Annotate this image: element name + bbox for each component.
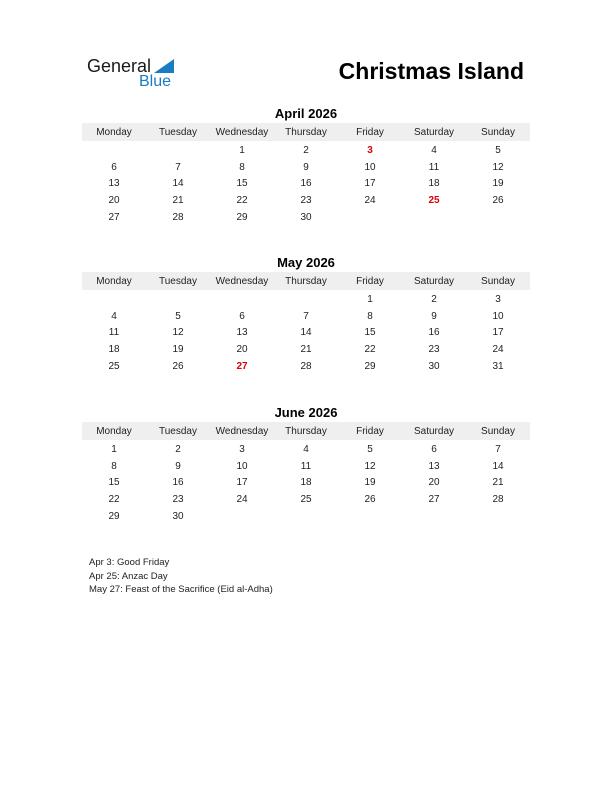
holiday-note: May 27: Feast of the Sacrifice (Eid al-Adha) <box>89 584 273 595</box>
date-cell: 18 <box>300 477 312 489</box>
date-cell: 25 <box>108 360 120 372</box>
date-cell: 11 <box>300 460 312 472</box>
week-row <box>82 491 530 508</box>
date-cell: 14 <box>492 460 504 472</box>
date-cell: 17 <box>492 327 504 339</box>
date-cell: 6 <box>111 161 117 173</box>
date-cell: 27 <box>428 493 440 505</box>
month-calendar <box>82 106 530 225</box>
date-cell: 10 <box>364 161 376 173</box>
weekday-label: Sunday <box>481 126 515 138</box>
date-cell: 29 <box>364 360 376 372</box>
date-cell: 13 <box>108 178 120 190</box>
date-cell: 5 <box>175 310 181 322</box>
generalblue-logo <box>87 56 182 92</box>
date-cell: 21 <box>300 343 312 355</box>
weekday-label: Monday <box>96 275 132 287</box>
date-cell: 22 <box>364 343 376 355</box>
date-cell: 4 <box>431 144 437 156</box>
date-cell: 11 <box>108 327 120 339</box>
week-row <box>82 175 530 192</box>
date-cell: 24 <box>492 343 504 355</box>
week-row <box>82 308 530 325</box>
date-cell: 14 <box>172 178 184 190</box>
date-cell: 8 <box>367 310 373 322</box>
week-row <box>82 508 530 525</box>
weekday-label: Friday <box>356 275 384 287</box>
date-cell: 23 <box>300 194 312 206</box>
weekday-label: Thursday <box>285 275 327 287</box>
weekday-label: Friday <box>356 126 384 138</box>
holiday-note: Apr 25: Anzac Day <box>89 570 168 582</box>
date-cell: 29 <box>236 211 248 223</box>
date-cell: 3 <box>495 293 501 305</box>
logo-triangle-icon <box>154 59 174 73</box>
date-cell: 15 <box>364 327 376 339</box>
date-cell: 15 <box>236 178 248 190</box>
week-row <box>82 458 530 475</box>
weekday-label: Tuesday <box>159 275 197 287</box>
week-row <box>82 291 530 308</box>
month-calendar <box>82 405 530 524</box>
date-cell: 7 <box>303 310 309 322</box>
weekday-header <box>82 272 530 290</box>
week-row <box>82 441 530 458</box>
date-cell: 8 <box>239 161 245 173</box>
date-cell: 30 <box>172 510 184 522</box>
date-cell: 19 <box>172 343 184 355</box>
date-cell: 12 <box>172 327 184 339</box>
date-cell: 19 <box>492 178 504 190</box>
weekday-label: Tuesday <box>159 425 197 437</box>
weekday-label: Thursday <box>285 126 327 138</box>
week-row <box>82 341 530 358</box>
date-cell: 22 <box>236 194 248 206</box>
date-cell: 2 <box>175 443 181 455</box>
date-cell: 21 <box>492 477 504 489</box>
date-cell: 30 <box>300 211 312 223</box>
holiday-date: 3 <box>367 144 373 156</box>
date-cell: 9 <box>431 310 437 322</box>
weekday-label: Saturday <box>413 425 455 437</box>
date-cell: 10 <box>492 310 504 322</box>
weekday-label: Sunday <box>481 425 515 437</box>
weekday-label: Monday <box>96 126 132 138</box>
date-cell: 28 <box>172 211 184 223</box>
weekday-header <box>82 123 530 141</box>
date-cell: 9 <box>175 460 181 472</box>
week-row <box>82 142 530 159</box>
weekday-label: Tuesday <box>159 126 197 138</box>
date-cell: 20 <box>236 343 248 355</box>
date-cell: 18 <box>108 343 120 355</box>
date-cell: 17 <box>236 477 248 489</box>
weekday-label: Wednesday <box>215 126 269 138</box>
date-cell: 10 <box>236 460 248 472</box>
date-cell: 1 <box>111 443 117 455</box>
week-row <box>82 358 530 375</box>
week-row <box>82 324 530 341</box>
weekday-label: Monday <box>96 425 132 437</box>
date-cell: 16 <box>172 477 184 489</box>
holiday-date: 25 <box>428 194 440 206</box>
date-cell: 3 <box>239 443 245 455</box>
weekday-label: Saturday <box>413 126 455 138</box>
date-cell: 31 <box>492 360 504 372</box>
logo-text-general: General <box>87 56 152 76</box>
date-cell: 16 <box>428 327 440 339</box>
weekday-label: Friday <box>356 425 384 437</box>
date-cell: 20 <box>108 194 120 206</box>
week-row <box>82 474 530 491</box>
holiday-note: Apr 3: Good Friday <box>89 557 170 568</box>
date-cell: 7 <box>175 161 181 173</box>
date-cell: 20 <box>428 477 440 489</box>
week-row <box>82 159 530 176</box>
date-cell: 15 <box>108 477 120 489</box>
date-cell: 5 <box>495 144 501 156</box>
date-cell: 22 <box>108 493 120 505</box>
date-cell: 9 <box>303 161 309 173</box>
date-cell: 24 <box>364 194 376 206</box>
weekday-label: Sunday <box>481 275 515 287</box>
date-cell: 17 <box>364 178 376 190</box>
date-cell: 5 <box>367 443 373 455</box>
date-cell: 30 <box>428 360 440 372</box>
date-cell: 18 <box>428 178 440 190</box>
weekday-header <box>82 422 530 440</box>
date-cell: 26 <box>364 493 376 505</box>
date-cell: 2 <box>303 144 309 156</box>
date-cell: 21 <box>172 194 184 206</box>
date-cell: 8 <box>111 460 117 472</box>
holiday-notes <box>89 556 273 597</box>
date-cell: 14 <box>300 327 312 339</box>
month-title: April 2026 <box>274 106 338 121</box>
weekday-label: Wednesday <box>215 275 269 287</box>
date-cell: 16 <box>300 178 312 190</box>
date-cell: 27 <box>108 211 120 223</box>
week-row <box>82 192 530 209</box>
date-cell: 1 <box>239 144 245 156</box>
date-cell: 24 <box>236 493 248 505</box>
date-cell: 29 <box>108 510 120 522</box>
date-cell: 26 <box>492 194 504 206</box>
month-title: June 2026 <box>274 405 338 420</box>
date-cell: 12 <box>364 460 376 472</box>
weekday-label: Saturday <box>413 275 455 287</box>
date-cell: 4 <box>303 443 309 455</box>
date-cell: 6 <box>239 310 245 322</box>
weekday-label: Thursday <box>285 425 327 437</box>
date-cell: 6 <box>431 443 437 455</box>
date-cell: 13 <box>428 460 440 472</box>
date-cell: 4 <box>111 310 117 322</box>
date-cell: 25 <box>300 493 312 505</box>
country-title: Christmas Island <box>338 58 524 84</box>
date-cell: 11 <box>428 161 440 173</box>
date-cell: 28 <box>300 360 312 372</box>
logo-text-blue: Blue <box>139 73 172 90</box>
date-cell: 13 <box>236 327 248 339</box>
date-cell: 19 <box>364 477 376 489</box>
date-cell: 28 <box>492 493 504 505</box>
weekday-label: Wednesday <box>215 425 269 437</box>
date-cell: 7 <box>495 443 501 455</box>
date-cell: 26 <box>172 360 184 372</box>
date-cell: 23 <box>172 493 184 505</box>
month-calendar <box>82 255 530 374</box>
date-cell: 23 <box>428 343 440 355</box>
week-row <box>82 209 530 226</box>
date-cell: 12 <box>492 161 504 173</box>
month-title: May 2026 <box>277 255 335 270</box>
date-cell: 1 <box>367 293 373 305</box>
date-cell: 2 <box>431 293 437 305</box>
holiday-date: 27 <box>236 360 248 372</box>
